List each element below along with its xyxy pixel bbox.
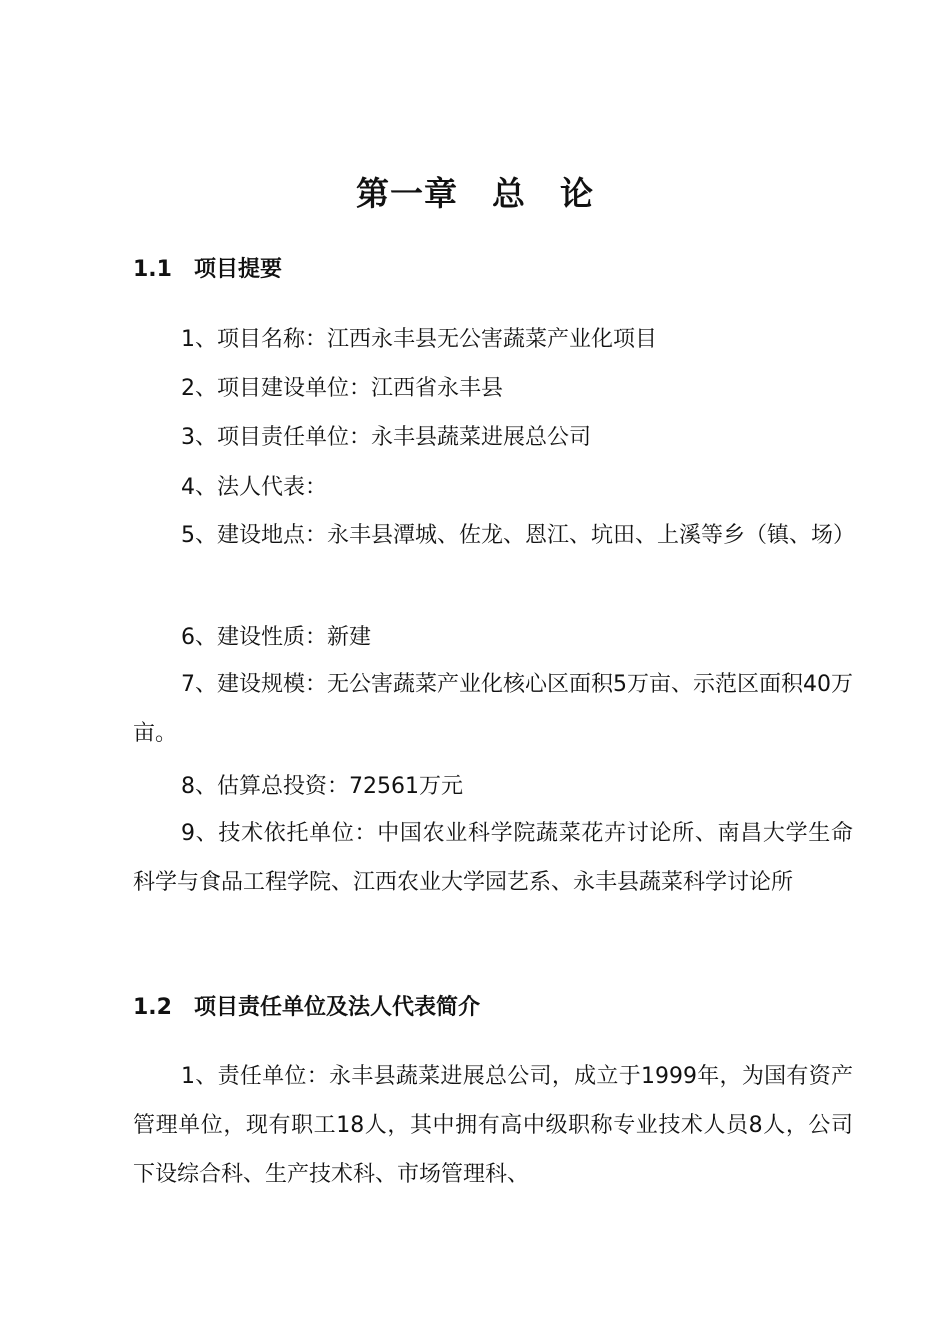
item-construction-site: 5、建设地点：永丰县潭城、佐龙、恩江、坑田、上溪等乡（镇、场） — [181, 523, 855, 548]
section-heading-1-1: 1.1 项目提要 — [133, 257, 282, 282]
item-construction-scale: 7、建设规模：无公害蔬菜产业化核心区面积5万亩、示范区面积40万亩。 — [133, 672, 853, 746]
item-technical-support: 9、技术依托单位：中国农业科学院蔬菜花卉讨论所、南昌大学生命科学与食品工程学院、江西农业大学园艺系、永丰县蔬菜科学讨论所 — [133, 821, 853, 895]
item-construction-nature: 6、建设性质：新建 — [181, 625, 371, 650]
chapter-title: 第一章 总 论 — [356, 174, 594, 213]
item-legal-representative: 4、法人代表： — [181, 475, 327, 500]
item-construction-unit: 2、项目建设单位：江西省永丰县 — [181, 376, 503, 401]
responsible-unit-paragraph: 1、责任单位：永丰县蔬菜进展总公司，成立于1999年，为国有资产管理单位，现有职工18人，其中拥有高中级职称专业技术人员8人，公司下设综合科、生产技术科、市场管理科、 — [133, 1064, 853, 1187]
item-responsible-unit: 3、项目责任单位：永丰县蔬菜进展总公司 — [181, 425, 591, 450]
section-heading-1-2: 1.2 项目责任单位及法人代表简介 — [133, 995, 480, 1020]
item-total-investment: 8、估算总投资：72561万元 — [181, 774, 463, 799]
item-project-name: 1、项目名称：江西永丰县无公害蔬菜产业化项目 — [181, 327, 657, 352]
